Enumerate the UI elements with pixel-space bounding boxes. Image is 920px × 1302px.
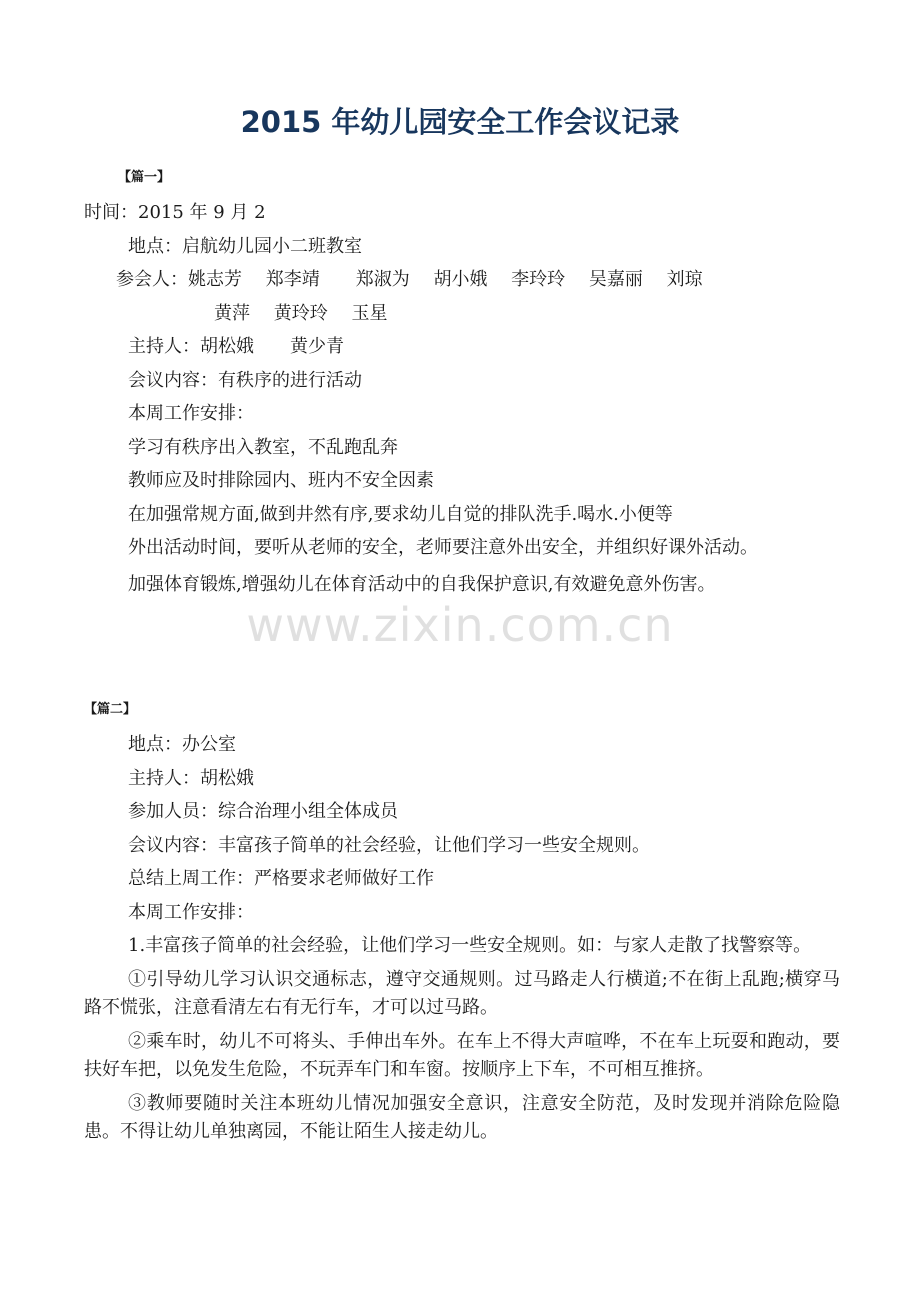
section-2: [84, 698, 840, 1152]
meeting-participants: 参加人员：综合治理小组全体成员: [128, 801, 398, 822]
meeting-host: 主持人：胡松娥: [128, 767, 254, 789]
plan-item: 加强体育锻炼,增强幼儿在体育活动中的自我保护意识,有效避免意外伤害。: [128, 574, 716, 595]
plan-item: 外出活动时间，要听从老师的安全，老师要注意外出安全，并组织好课外活动。: [128, 537, 758, 558]
section-1-label: 【篇一】: [118, 170, 171, 185]
plan-item: ③教师要随时关注本班幼儿情况加强安全意识，注意安全防范，及时发现并消除危险隐患。不得让幼儿单独离园，不能让陌生人接走幼儿。: [84, 1093, 840, 1142]
meeting-place: 地点：启航幼儿园小二班教室: [128, 235, 362, 257]
section-2-label: 【篇二】: [84, 702, 137, 717]
page-title: 2015 年幼儿园安全工作会议记录: [240, 105, 680, 139]
attendees-line-2: 黄萍 黄玲玲 玉星: [214, 302, 388, 324]
plan-item: ①引导幼儿学习认识交通标志，遵守交通规则。过马路走人行横道;不在街上乱跑;横穿马路不慌张，注意看清左右有无行车，才可以过马路。: [84, 969, 840, 1018]
plan-heading: 本周工作安排：: [128, 901, 254, 923]
plan-item: 学习有秩序出入教室，不乱跑乱奔: [128, 436, 398, 458]
attendees-line-1: 参会人：姚志芳 郑李靖 郑淑为 胡小娥 李玲玲 吴嘉丽 刘琼: [116, 269, 703, 290]
plan-item: ②乘车时，幼儿不可将头、手伸出车外。在车上不得大声喧哗，不在车上玩耍和跑动，要扶好车把，以免发生危险，不玩弄车门和车窗。按顺序上下车，不可相互推挤。: [84, 1031, 840, 1080]
meeting-time: 时间：2015 年 9 月 2: [84, 202, 266, 223]
watermark: www.zixin.com.cn: [246, 598, 674, 652]
plan-item: 在加强常规方面,做到井然有序,要求幼儿自觉的排队洗手.喝水.小便等: [128, 503, 673, 525]
plan-heading: 本周工作安排：: [128, 403, 254, 424]
meeting-content: 会议内容：有秩序的进行活动: [128, 369, 362, 391]
meeting-content: 会议内容：丰富孩子简单的社会经验，让他们学习一些安全规则。: [128, 834, 650, 856]
section-1: [84, 166, 840, 602]
plan-item: 1.丰富孩子简单的社会经验，让他们学习一些安全规则。如：与家人走散了找警察等。: [128, 935, 812, 956]
last-week-summary: 总结上周工作：严格要求老师做好工作: [128, 868, 434, 889]
meeting-place: 地点：办公室: [128, 734, 236, 755]
plan-item: 教师应及时排除园内、班内不安全因素: [128, 470, 434, 491]
meeting-host: 主持人：胡松娥 黄少青: [128, 336, 344, 357]
